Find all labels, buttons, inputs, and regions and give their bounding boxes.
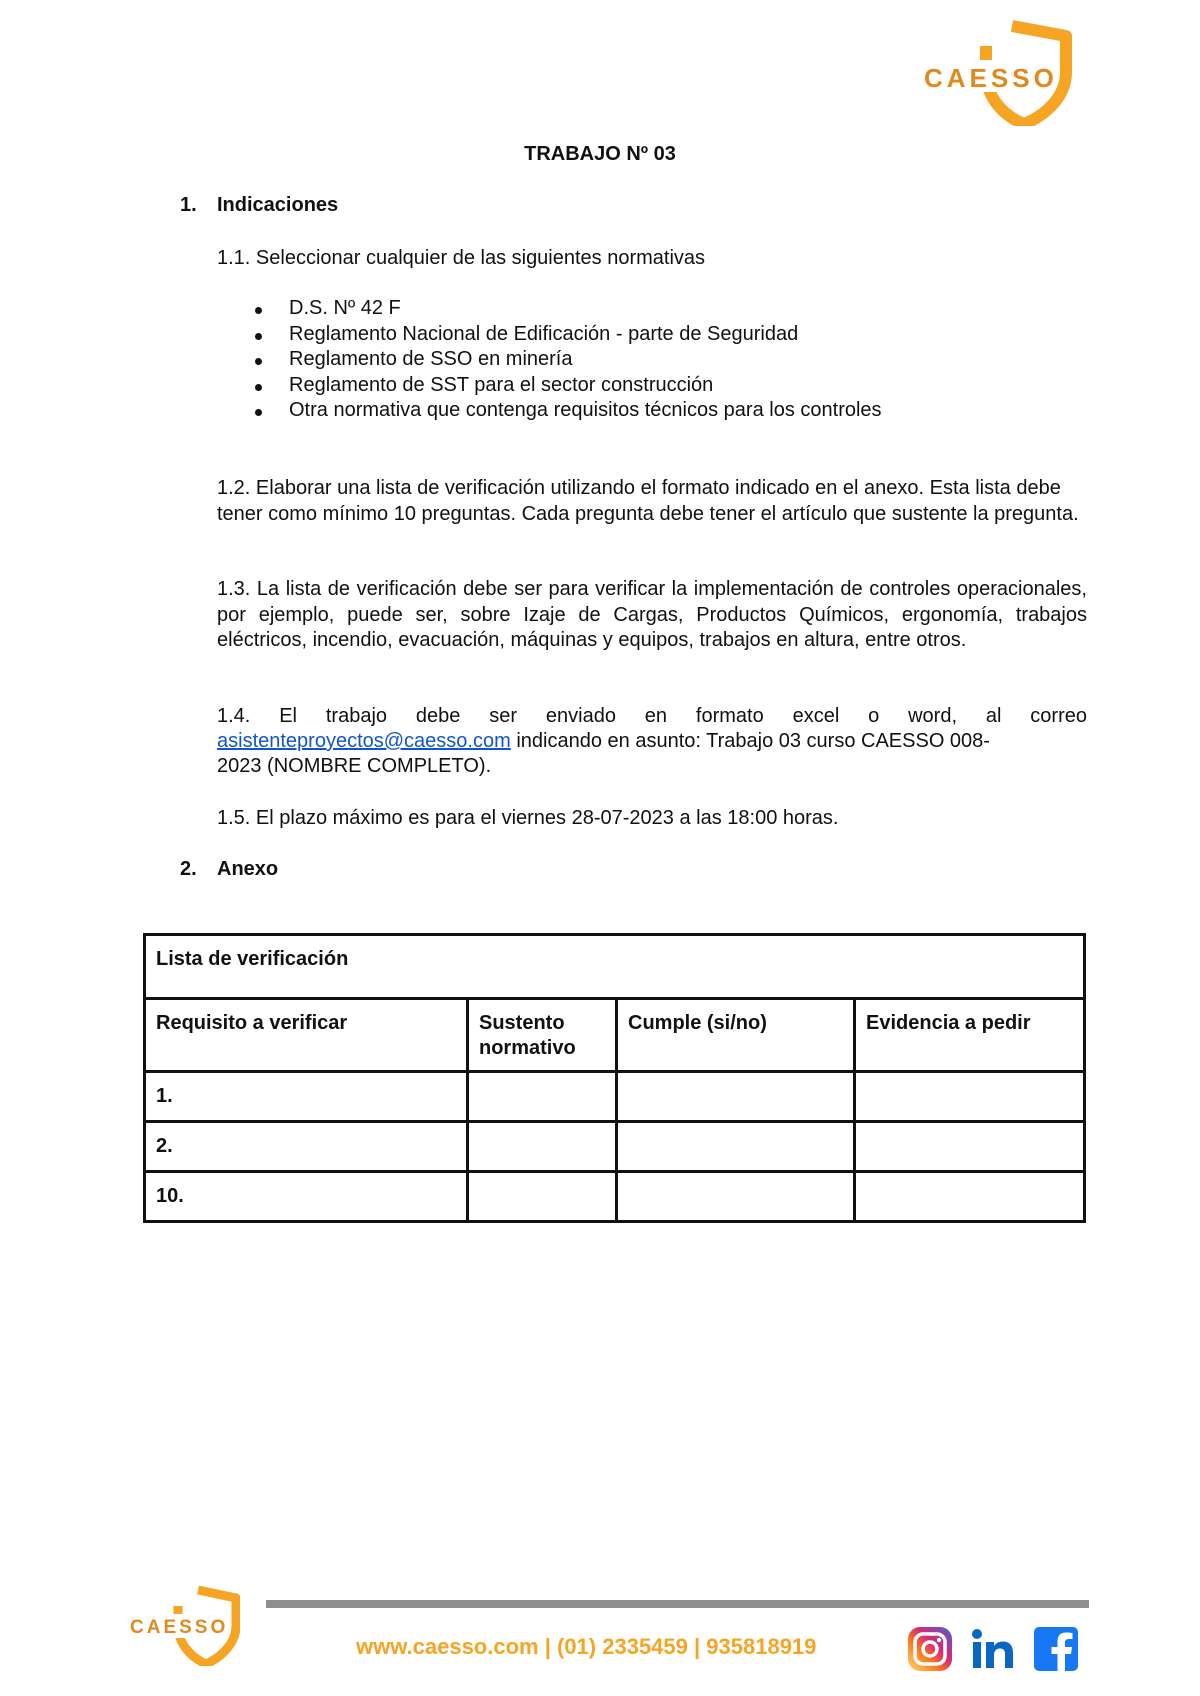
table-title: Lista de verificación (145, 935, 1085, 999)
item-1-2: 1.2. Elaborar una lista de verificación utilizando el formato indicado en el anexo. Esta lista debe tener como mínimo 10 preguntas. Cada pregunta debe tener el artículo que sustente la pregunta. (217, 477, 1079, 525)
svg-text:CAESSO: CAESSO (924, 63, 1058, 93)
section-2-number: 2. (180, 858, 197, 880)
section-1-title: Indicaciones (217, 194, 339, 216)
item-1-4-line2: asistenteproyectos@caesso.com indicando en asunto: Trabajo 03 curso CAESSO 008- (217, 730, 990, 752)
facebook-icon[interactable] (1032, 1625, 1080, 1673)
row-number: 1. (145, 1072, 468, 1122)
table-cell (855, 1072, 1085, 1122)
document-title: TRABAJO Nº 03 (524, 143, 676, 165)
item-1-4-line3: 2023 (NOMBRE COMPLETO). (217, 755, 492, 777)
table-cell (617, 1122, 855, 1172)
header-sustento: Sustento normativo (468, 999, 617, 1072)
header-cumple: Cumple (si/no) (617, 999, 855, 1072)
section-2-title: Anexo (217, 858, 279, 880)
svg-text:CAESSO: CAESSO (130, 1617, 229, 1638)
item-1-3: 1.3. La lista de verificación debe ser para verificar la implementación de controles operacionales, por ejemplo, puede ser, sobre Izaje de Cargas, Productos Químicos, ergonomía, trabajos eléctricos, incendio, evacuación, máquinas y equipos, trabajos en altura, entre otros. (217, 578, 1087, 651)
email-link[interactable]: asistenteproyectos@caesso.com (217, 730, 511, 752)
table-row (145, 1122, 1085, 1172)
bullet-icon (255, 358, 262, 365)
list-item: Reglamento de SST para el sector construcción (217, 373, 882, 399)
bullet-icon (255, 333, 262, 340)
list-item: D.S. Nº 42 F (217, 296, 882, 322)
list-item: Otra normativa que contenga requisitos técnicos para los controles (217, 398, 882, 424)
table-cell (468, 1122, 617, 1172)
row-number: 2. (145, 1122, 468, 1172)
item-1-4-line1: 1.4. El trabajo debe ser enviado en formato excel o word, al correo (217, 705, 1087, 727)
list-item: Reglamento Nacional de Edificación - parte de Seguridad (217, 322, 882, 348)
table-cell (617, 1072, 855, 1122)
table-cell (468, 1072, 617, 1122)
header-requisito: Requisito a verificar (145, 999, 468, 1072)
table-cell (468, 1172, 617, 1222)
header-evidencia: Evidencia a pedir (855, 999, 1085, 1072)
table-row (145, 1172, 1085, 1222)
row-number: 10. (145, 1172, 468, 1222)
norms-list (217, 296, 882, 424)
item-1-5: 1.5. El plazo máximo es para el viernes 28-07-2023 a las 18:00 horas. (217, 807, 839, 829)
table-cell (855, 1172, 1085, 1222)
list-item: Reglamento de SSO en minería (217, 347, 882, 373)
website-text[interactable]: www.caesso.com (356, 1634, 539, 1659)
caesso-logo (920, 20, 1072, 126)
bullet-icon (255, 384, 262, 391)
verification-table (143, 933, 1086, 1223)
bullet-icon (255, 307, 262, 314)
section-1-number: 1. (180, 194, 197, 216)
caesso-footer-logo (128, 1586, 240, 1666)
section-1-heading (180, 194, 338, 217)
table-row (145, 1072, 1085, 1122)
footer-divider (266, 1600, 1089, 1608)
bullet-icon (255, 409, 262, 416)
section-2-heading (180, 858, 278, 881)
footer-contact: www.caesso.com | (01) 2335459 | 935818919 (356, 1634, 817, 1659)
table-cell (617, 1172, 855, 1222)
instagram-icon[interactable] (906, 1625, 954, 1673)
linkedin-icon[interactable] (968, 1625, 1016, 1673)
phone-1: (01) 2335459 (557, 1634, 688, 1659)
table-cell (855, 1122, 1085, 1172)
phone-2: 935818919 (706, 1634, 817, 1659)
item-1-1: 1.1. Seleccionar cualquier de las siguientes normativas (217, 247, 706, 269)
